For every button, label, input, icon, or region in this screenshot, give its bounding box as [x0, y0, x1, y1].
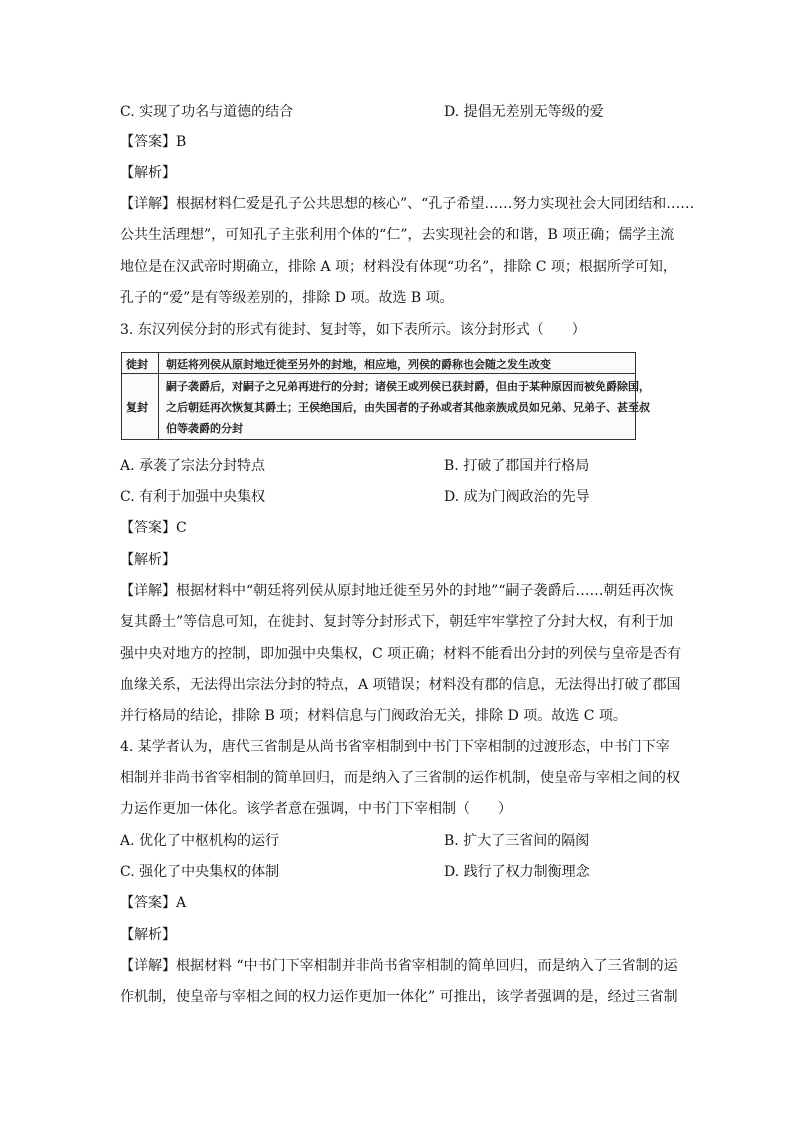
q4-stem-line: 力运作更加一体化。该学者意在强调，中书门下宰相制（ ） [120, 801, 512, 817]
q3-table [121, 352, 650, 440]
table-cell-xifeng-head: 徙封 [126, 358, 148, 371]
q3-option-d: D. 成为门阀政治的先导 [444, 489, 590, 505]
q4-stem-line: 4. 某学者认为，唐代三省制是从尚书省宰相制到中书门下宰相制的过渡形态，中书门下宰 [120, 739, 670, 755]
q3-analysis-label: 【解析】 [120, 552, 176, 568]
q4-option-a: A. 优化了中枢机构的运行 [120, 833, 280, 849]
table-cell-fufeng-text: 之后朝廷再次恢复其爵土；王侯绝国后，由失国者的子孙或者其他亲族成员如兄弟、兄弟子、甚至叔 [166, 401, 650, 414]
q3-detail-line: 强中央对地方的控制，即加强中央集权，C 项正确；材料不能看出分封的列侯与皇帝是否有 [120, 646, 682, 662]
q4-option-b: B. 扩大了三省间的隔阂 [444, 833, 590, 849]
q2-detail-line: 公共生活理想”，可知孔子主张利用个体的“仁”，去实现社会的和谐，B 项正确；儒学主流 [120, 227, 675, 243]
q4-option-c: C. 强化了中央集权的体制 [120, 864, 280, 880]
q4-detail-line: 作机制，使皇帝与宰相之间的权力运作更加一体化” 可推出，该学者强调的是，经过三省制 [120, 989, 678, 1005]
table-cell-fufeng-text: 伯等袭爵的分封 [166, 422, 243, 435]
q2-detail-line: 孔子的“爱”是有等级差别的，排除 D 项。故选 B 项。 [120, 290, 454, 306]
q2-detail-line: 地位是在汉武帝时期确立，排除 A 项；材料没有体现“功名”，排除 C 项；根据所学可知， [120, 259, 677, 275]
q4-option-d: D. 践行了权力制衡理念 [444, 864, 590, 880]
table-cell-fufeng-head: 复封 [126, 401, 148, 414]
table-cell-xifeng-text: 朝廷将列侯从原封地迁徙至另外的封地，相应地，列侯的爵称也会随之发生改变 [166, 358, 551, 371]
q3-stem: 3. 东汉列侯分封的形式有徙封、复封等，如下表所示。该分封形式（ ） [120, 322, 586, 338]
q3-detail-line: 血缘关系，无法得出宗法分封的特点，A 项错误；材料没有郡的信息，无法得出打破了郡国 [120, 677, 681, 693]
q3-detail-line: 【详解】根据材料中“朝廷将列侯从原封地迁徙至另外的封地”“嗣子袭爵后……朝廷再次恢 [120, 583, 674, 599]
q3-detail-line: 复其爵土”等信息可知，在徙封、复封等分封形式下，朝廷牢牢掌控了分封大权，有利于加 [120, 614, 674, 630]
q2-answer: 【答案】B [120, 134, 187, 150]
q3-option-c: C. 有利于加强中央集权 [120, 489, 266, 505]
q3-option-a: A. 承袭了宗法分封特点 [120, 458, 266, 474]
q2-detail-line: 【详解】根据材料仁爱是孔子公共思想的核心”、“孔子希望……努力实现社会大同团结和…… [120, 196, 695, 212]
q3-answer: 【答案】C [120, 520, 187, 536]
q4-answer: 【答案】A [120, 895, 187, 911]
q4-detail-line: 【详解】根据材料 “中书门下宰相制并非尚书省宰相制的简单回归，而是纳入了三省制的运 [120, 958, 678, 974]
q2-option-d: D. 提倡无差别无等级的爱 [444, 104, 604, 120]
table-cell-fufeng-text: 嗣子袭爵后，对嗣子之兄弟再进行的分封；诸侯王或列侯已获封爵，但由于某种原因而被免爵除国， [166, 380, 650, 393]
q2-analysis-label: 【解析】 [120, 165, 176, 181]
q3-detail-line: 并行格局的结论，排除 B 项；材料信息与门阀政治无关，排除 D 项。故选 C 项。 [120, 708, 627, 724]
q2-option-c: C. 实现了功名与道德的结合 [120, 104, 294, 120]
q3-option-b: B. 打破了郡国并行格局 [444, 458, 590, 474]
q4-stem-line: 相制并非尚书省宰相制的简单回归，而是纳入了三省制的运作机制，使皇帝与宰相之间的权 [120, 770, 680, 786]
q4-analysis-label: 【解析】 [120, 927, 176, 943]
